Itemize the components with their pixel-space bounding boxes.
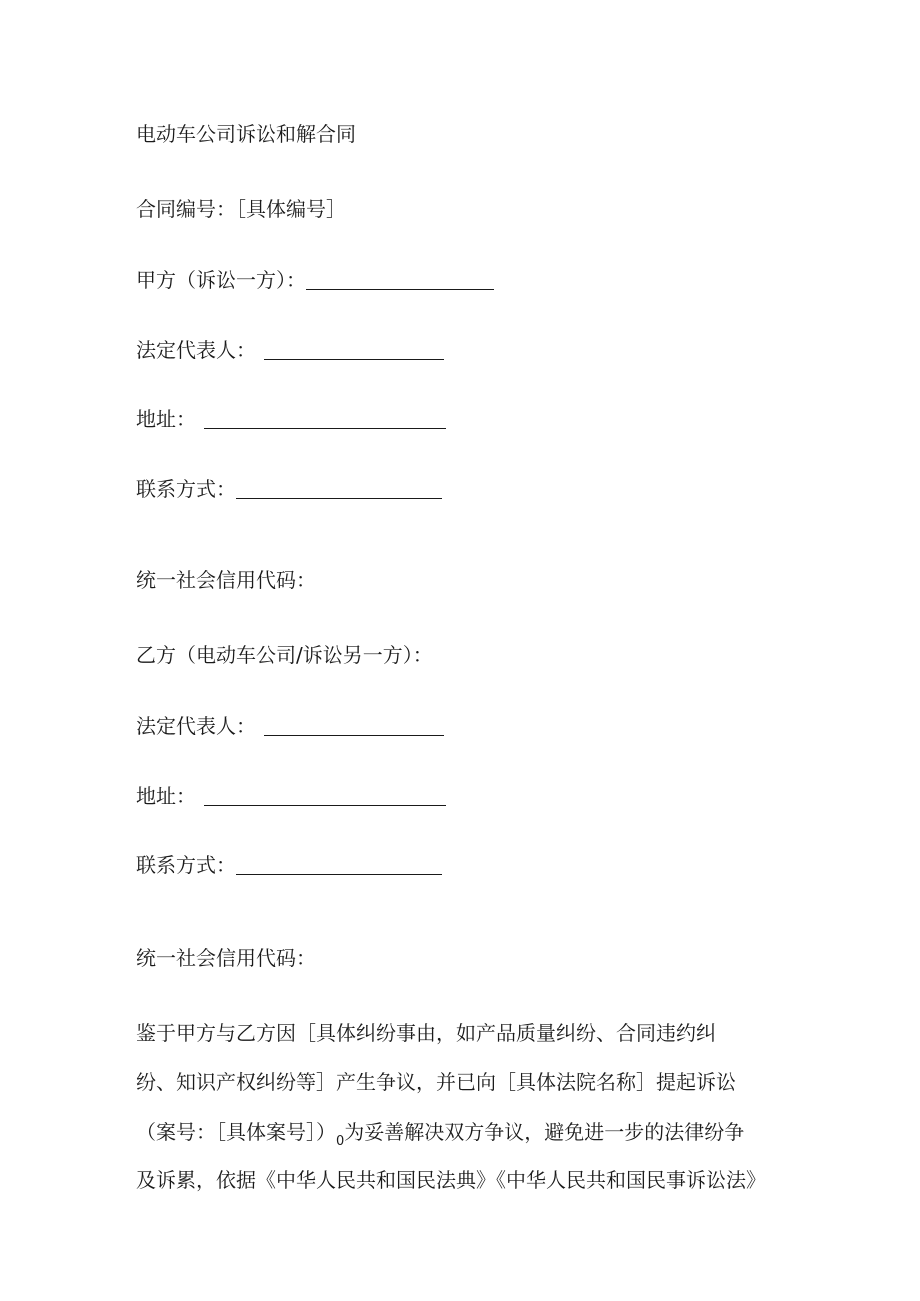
party-b-contact-blank (236, 854, 442, 875)
party-a-row (136, 266, 494, 293)
party-b-representative-row (136, 712, 444, 739)
party-a-contact-label: 联系方式： (136, 477, 236, 501)
party-a-address-blank (204, 408, 446, 429)
party-b-label: 乙方（电动车公司/诉讼另一方）： (136, 643, 433, 667)
party-b-contact-row (136, 851, 442, 878)
preamble-line: 纷、知识产权纠纷等］产生争议，并已向［具体法院名称］提起诉讼 (136, 1070, 736, 1094)
preamble-line (136, 1119, 744, 1149)
party-a-representative-label: 法定代表人： (136, 338, 256, 362)
preamble-case-number: （案号：［具体案号］） (136, 1120, 336, 1144)
party-a-credit-code: 统一社会信用代码： (136, 568, 316, 592)
party-a-representative-row (136, 336, 444, 363)
party-b-address-label: 地址： (136, 784, 196, 808)
preamble-purpose: 为妥善解决双方争议，避免进一步的法律纷争 (344, 1120, 745, 1144)
party-a-address-label: 地址： (136, 407, 196, 431)
party-b-credit-code: 统一社会信用代码： (136, 946, 316, 970)
preamble-subscript: 0 (336, 1134, 345, 1149)
party-a-representative-blank (264, 339, 444, 360)
party-b-representative-blank (264, 715, 444, 736)
preamble-line: 鉴于甲方与乙方因［具体纠纷事由，如产品质量纠纷、合同违约纠 (136, 1021, 716, 1045)
preamble-paragraph (136, 1020, 786, 1200)
party-b-representative-label: 法定代表人： (136, 714, 256, 738)
party-a-label: 甲方（诉讼一方）： (136, 268, 306, 292)
party-a-contact-blank (236, 478, 442, 499)
party-a-blank (306, 269, 494, 290)
contract-number: 合同编号：［具体编号］ (136, 197, 346, 221)
party-a-address-row (136, 405, 446, 432)
party-b-address-blank (204, 785, 446, 806)
party-b-contact-label: 联系方式： (136, 853, 236, 877)
document-title: 电动车公司诉讼和解合同 (136, 122, 356, 146)
preamble-line: 及诉累，依据《中华人民共和国民法典》《中华人民共和国民事诉讼法》 (136, 1168, 766, 1192)
party-b-address-row (136, 782, 446, 809)
party-a-contact-row (136, 475, 442, 502)
